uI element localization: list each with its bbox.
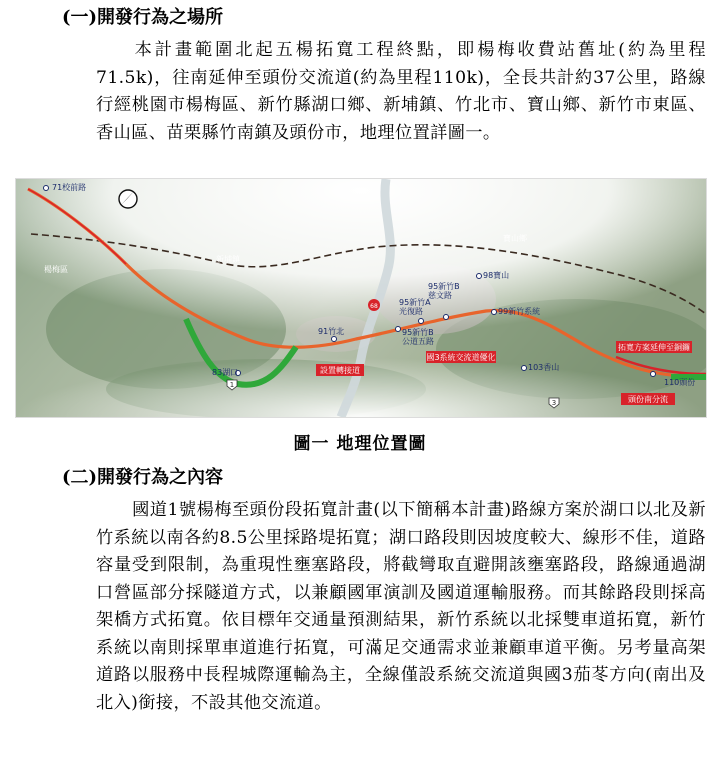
svg-text:99新竹系統: 99新竹系統 bbox=[498, 307, 541, 316]
route-shield-68 bbox=[368, 299, 380, 311]
svg-text:1: 1 bbox=[229, 381, 235, 389]
section-1-text: 本計畫範圍北起五楊拓寬工程終點，即楊梅收費站舊址(約為里程71.5k)，往南延伸至頭份交流道(約為里程110k)，全長共計約37公里，路線行經桃園市楊梅區、新竹縣湖口鄉、新埔鎮、竹北市、寶山鄉、新竹市東區、香山區、苗栗縣竹南鎮及頭份市，地理位置詳圖一。 bbox=[96, 40, 706, 143]
svg-text:3: 3 bbox=[551, 399, 557, 407]
location-map bbox=[15, 178, 707, 418]
figure-caption: 圖一 地理位置圖 bbox=[293, 434, 427, 454]
svg-text:83湖口: 83湖口 bbox=[212, 368, 239, 377]
interchange-83 bbox=[212, 367, 241, 377]
svg-text:95新竹B: 95新竹B bbox=[428, 282, 460, 291]
section-1-heading: (一)開發行為之場所 bbox=[62, 7, 224, 28]
interchange-99 bbox=[492, 306, 541, 316]
section-1-paragraph bbox=[96, 37, 706, 147]
section-2-paragraph bbox=[96, 497, 706, 717]
location-map-svg bbox=[16, 179, 706, 417]
interchange-95b bbox=[396, 327, 435, 347]
svg-text:98寶山: 98寶山 bbox=[483, 271, 510, 280]
section-2-text: 國道1號楊梅至頭份段拓寬計畫(以下簡稱本計畫)路線方案於湖口以北及新竹系統以南各約8.5公里採路堤拓寬；湖口路段則因坡度較大、線形不佳，道路容量受到限制，為重現性壅塞路段，將截彎取直避開該壅塞路段，路線通過湖口營區部分採隧道方式，以兼顧國軍演訓及國道運輸服務。而其餘路段則採高架橋方式拓寬。依目標年交通量預測結果，新竹系統以北採雙車道拓寬，新竹系統以南則採單車道進行拓寬，可滿足交通需求並兼顧車道平衡。另考量高架道路以服務中長程城際運輸為主，全線僅設系統交流道與國3茄苳方向(南出及北入)銜接，不設其他交流道。 bbox=[96, 500, 706, 713]
svg-text:拓寬方案延伸至銅鑼: 拓寬方案延伸至銅鑼 bbox=[618, 343, 690, 352]
section-2-heading: (二)開發行為之內容 bbox=[62, 467, 224, 488]
svg-text:95新竹A: 95新竹A bbox=[399, 298, 431, 307]
svg-text:光復路: 光復路 bbox=[399, 307, 423, 316]
svg-text:68: 68 bbox=[370, 303, 378, 310]
area-label-xinfu: 新埔鎮 bbox=[216, 255, 240, 264]
svg-text:設置轉接道: 設置轉接道 bbox=[320, 366, 360, 375]
area-label-baoshan: 寶山鄉 bbox=[503, 234, 527, 243]
svg-text:慈文路: 慈文路 bbox=[428, 291, 452, 300]
svg-text:公道五路: 公道五路 bbox=[402, 337, 434, 346]
area-label-yangmei: 楊梅區 bbox=[44, 265, 68, 274]
svg-text:頭份南分流: 頭份南分流 bbox=[628, 395, 668, 404]
callout-shezhi bbox=[316, 364, 364, 376]
callout-toufen bbox=[621, 393, 675, 405]
svg-text:103香山: 103香山 bbox=[528, 363, 560, 372]
callout-guo3 bbox=[426, 351, 496, 363]
north-arrow-icon bbox=[119, 190, 137, 208]
svg-text:95新竹B: 95新竹B bbox=[402, 328, 434, 337]
interchange-103 bbox=[522, 362, 560, 372]
svg-text:91竹北: 91竹北 bbox=[318, 327, 345, 336]
svg-text:110頭份: 110頭份 bbox=[664, 378, 696, 387]
callout-extend bbox=[616, 341, 692, 353]
svg-text:國3系統交流道優化: 國3系統交流道優化 bbox=[426, 353, 496, 362]
svg-text:71校前路: 71校前路 bbox=[52, 183, 87, 192]
